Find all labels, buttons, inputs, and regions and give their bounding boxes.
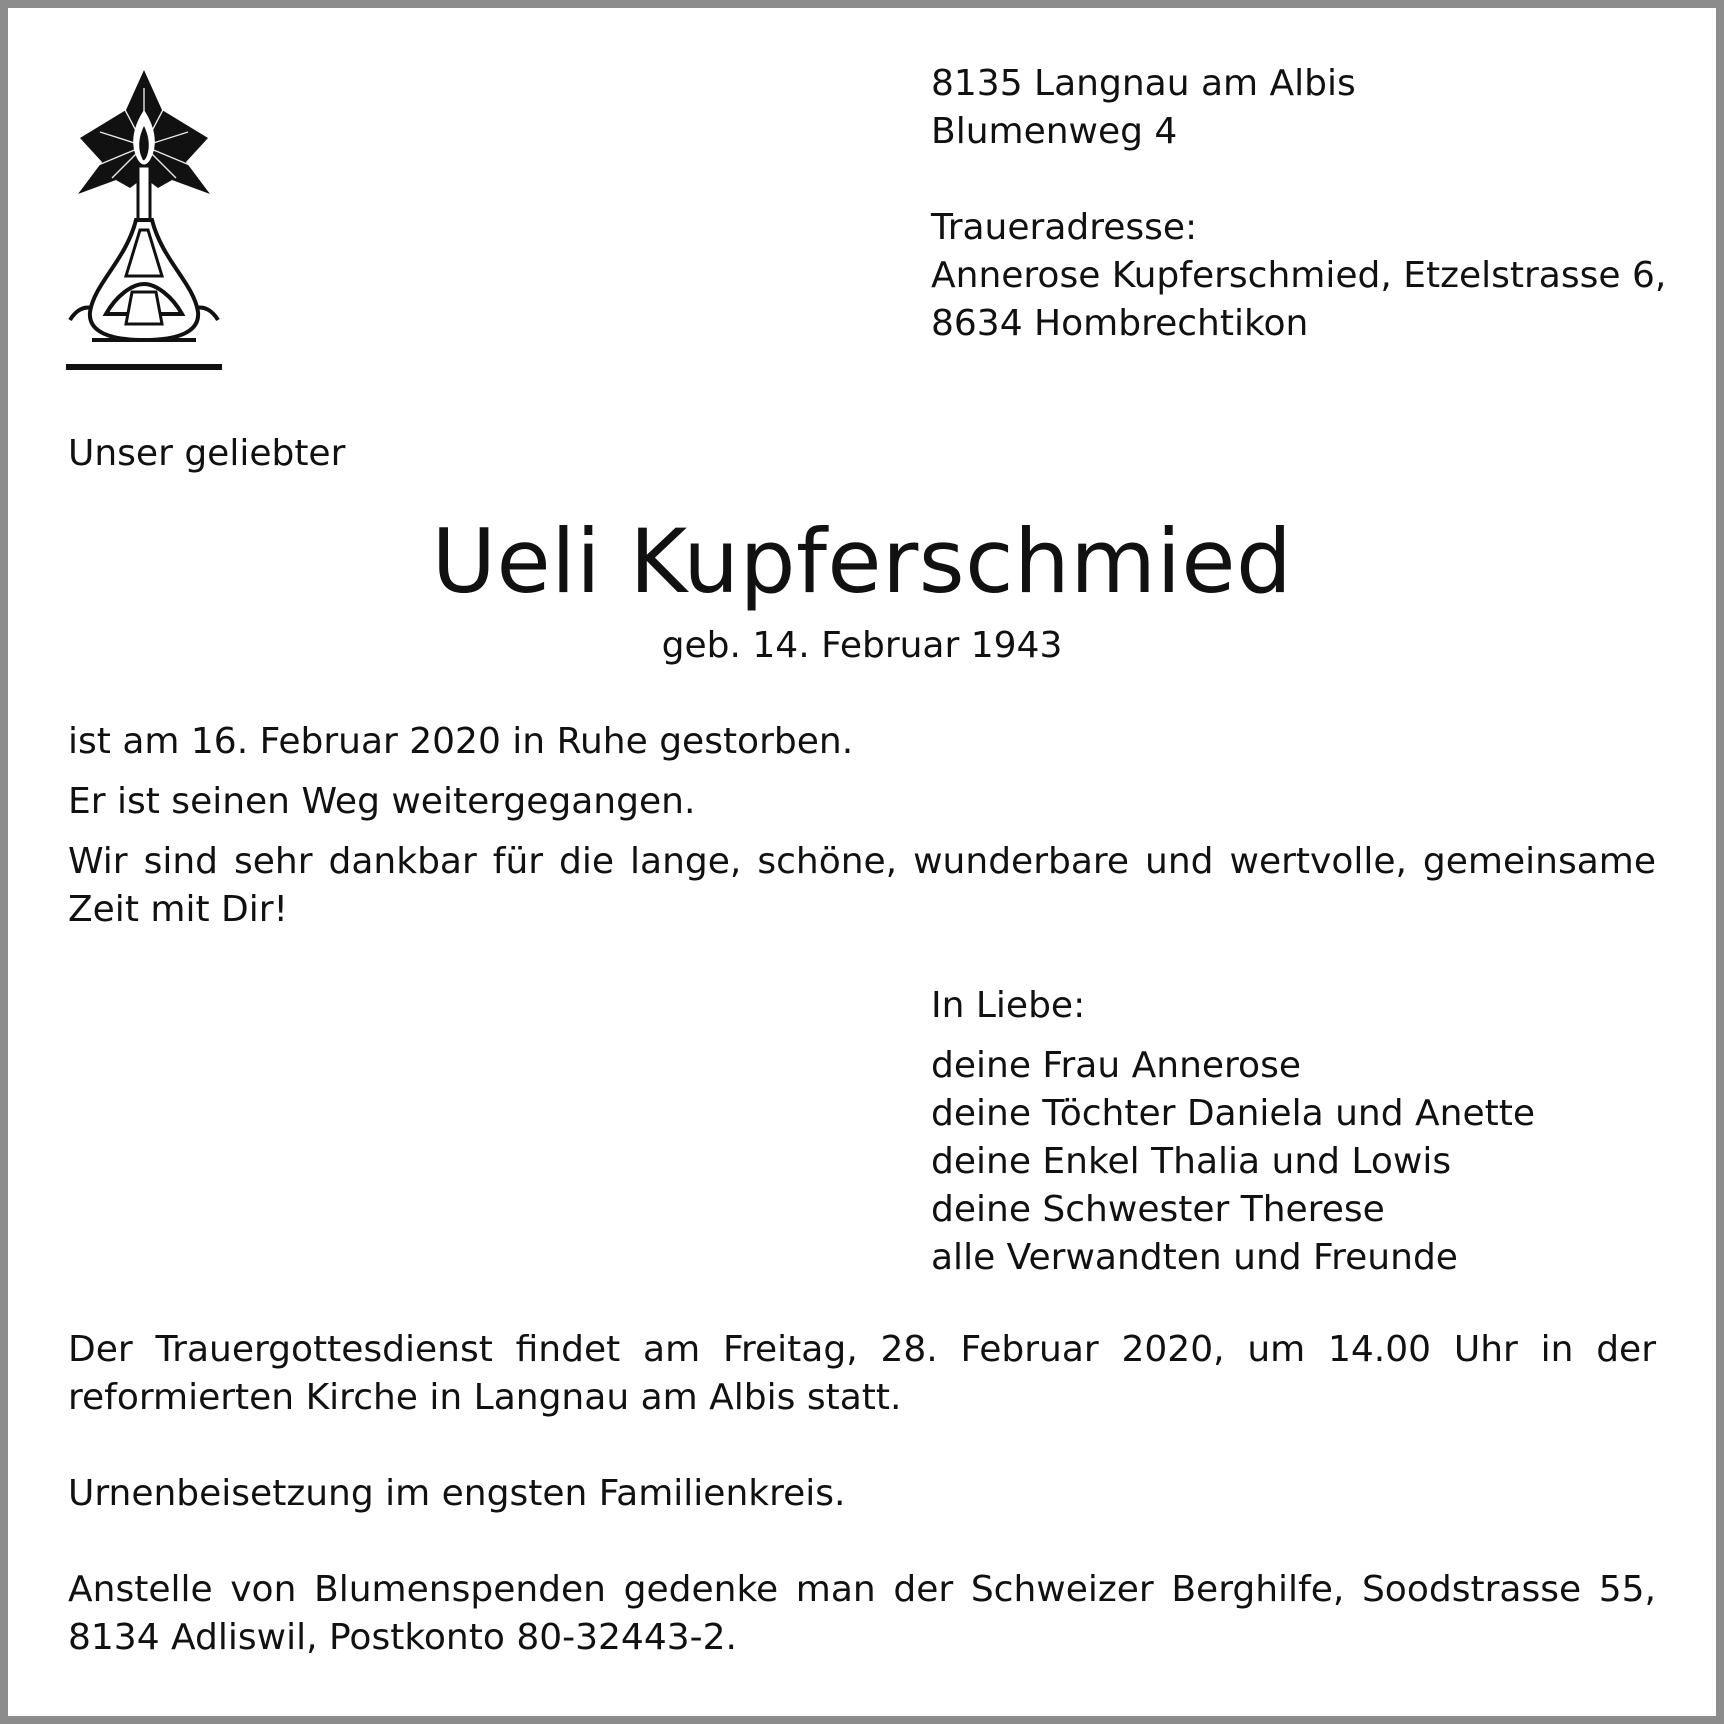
announcement-body (68, 718, 1656, 934)
birth-date: geb. 14. Februar 1943 (661, 625, 1063, 666)
signature-label: In Liebe: (931, 985, 1086, 1026)
signature-name: alle Verwandten und Freunde (931, 1237, 1458, 1278)
signature-name: deine Enkel Thalia und Lowis (931, 1141, 1452, 1182)
signature-block (931, 982, 1535, 1282)
signature-name: deine Töchter Daniela und Anette (931, 1093, 1535, 1134)
deceased-name: Ueli Kupferschmied (431, 510, 1293, 613)
address-line: Blumenweg 4 (931, 111, 1178, 152)
body-line: Er ist seinen Weg weitergegangen. (68, 781, 696, 822)
signature-name: deine Frau Annerose (931, 1045, 1301, 1086)
body-line: Wir sind sehr dankbar für die lange, schöne, wunderbare und wertvolle, gemeinsame Zeit mit Dir! (68, 841, 1656, 930)
candle-icon (66, 70, 222, 376)
address-block (931, 60, 1666, 348)
service-text: Der Trauergottesdienst findet am Freitag, 28. Februar 2020, um 14.00 Uhr in der reformierten Kirche in Langnau am Albis statt. (68, 1329, 1656, 1418)
mourning-address-label: Traueradresse: (931, 207, 1198, 248)
address-line: 8135 Langnau am Albis (931, 63, 1356, 104)
intro-text: Unser geliebter (68, 433, 346, 474)
urn-text: Urnenbeisetzung im engsten Familienkreis. (68, 1473, 846, 1514)
mourning-address-line: Annerose Kupferschmied, Etzelstrasse 6, (931, 255, 1667, 296)
signature-name: deine Schwester Therese (931, 1189, 1385, 1230)
body-line: ist am 16. Februar 2020 in Ruhe gestorben. (68, 721, 854, 762)
donation-text: Anstelle von Blumenspenden gedenke man der Schweizer Berghilfe, Soodstrasse 55, 8134 Adliswil, Postkonto 80-32443-2. (68, 1569, 1656, 1658)
mourning-address-line: 8634 Hombrechtikon (931, 303, 1309, 344)
